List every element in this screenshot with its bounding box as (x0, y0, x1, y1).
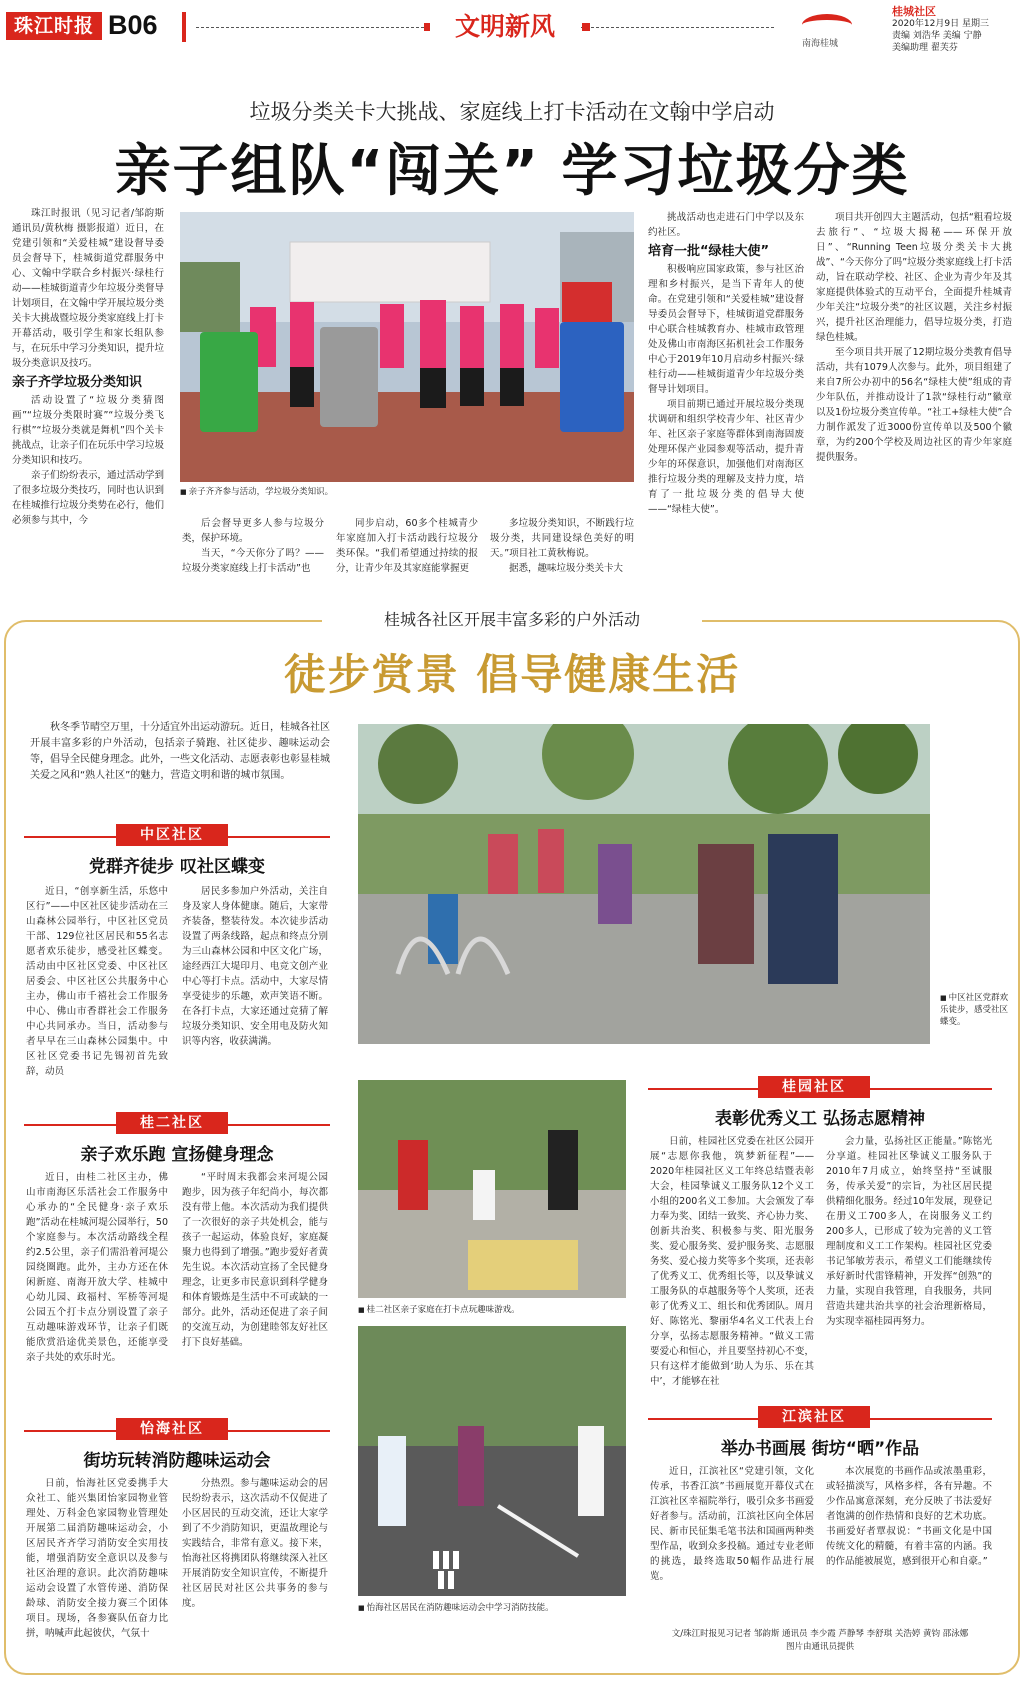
zhongqu-photo (358, 724, 930, 1044)
zhongqu-text: 近日，“创享新生活，乐悠中区行”——中区社区徒步活动在三山森林公园举行，中区社区党员干部、129位社区居民和55名志愿者欢乐徒步，感受社区蝶变。活动由中区社区党委、中区社区居委会、中区社区公共服务中心主办，佛山市千禧社会工作服务中心、佛山市香群社会工作服务中心共同承办。当日，活动参与者早早在三山森林公园集中。中区社区党委书记先锡初首先致辞，动员 (26, 886, 168, 1077)
story1-paragraph: 多垃圾分类知识，不断践行垃圾分类，共同建设绿色美好的明天。”项目社工黄秋梅说。 (490, 518, 634, 559)
zhongqu-text: 居民多参加户外活动，关注自身及家人身体健康。随后，大家带齐装备，整装待发。本次徒步活动设置了两条线路，起点和终点分别为三山森林公园和中区文化广场，途经西江大堤印月、电竞文创产业中心等打卡点。活动中，大家尽情享受徒步的乐趣，欢声笑语不断。在各打卡点，大家还通过竞猜了解垃圾分类知识、安全用电及防火知识等内容，收获满满。 (182, 886, 328, 1047)
story1-paragraph: 项目前期已通过开展垃圾分类现状调研和组织学校青少年、社区青少年、社区亲子家庭等群体到南海固废处理环保产业园参观等活动，提升青少年的环保意识，加强他们对南海区推行垃圾分类的理解及支持力度，培育了一批垃圾分类的倡导大使——“绿桂大使”。 (648, 399, 804, 515)
zhongqu-column-left (26, 884, 168, 1084)
section-dot-right-icon (582, 23, 590, 31)
story1-paragraph: 当天，“今天你分了吗？——垃圾分类家庭线上打卡活动”也 (182, 548, 324, 574)
swoosh-icon (802, 14, 852, 36)
story1-under-col-3 (490, 516, 634, 582)
yihai-photo-caption: ■ 怡海社区居民在消防趣味运动会中学习消防技能。 (358, 1602, 626, 1614)
section-title: 文明新风 (430, 11, 580, 43)
story1-column-1 (12, 206, 164, 576)
story1-lead: 珠江时报讯（见习记者/邹韵斯 通讯员/黄秋梅 摄影报道）近日，在党建引领和“关爱桂城”建设督导委员会督导下，桂城街道党群服务中心、文翰中学联合乡村振兴·绿桂行动——桂城街道青少年垃圾分类督导计划项目，在文翰中学开展垃圾分类关卡大挑战暨垃圾分类家庭线上打卡开幕活动，吸引学生和家长组队参与，在玩乐中学习分类知识，提升垃圾分类意识及技巧。 (12, 208, 164, 369)
masthead-divider (182, 12, 186, 42)
fire-safety-games-illustration (358, 1326, 626, 1596)
yihai-title: 街坊玩转消防趣味运动会 (83, 1451, 271, 1471)
story1-headline: 亲子组队“闯关” 学习垃圾分类 (114, 139, 910, 204)
story1-under-col-2 (336, 516, 478, 582)
jiangbin-text: 本次展览的书画作品或浓墨重彩，或轻描淡写，风格多样，各有异趣。不少作品寓意深刻，充分反映了书法爱好者饱满的创作热情和良好的艺术功底。书画爱好者覃叔说：“书画文化是中国传统文化的精髓，有着丰富的内涵。我的作品能被展览，感到很开心和自豪。” (826, 1466, 992, 1567)
yihai-column-right (182, 1476, 328, 1666)
story1-paragraph: 据悉，趣味垃圾分类关卡大 (509, 563, 624, 574)
story1-paragraph: 项目共开创四大主题活动，包括“粗看垃圾去旅行”、“垃圾大揭秘——环保开放日”、“Running Teen垃圾分类关卡大挑战”、“今天你分了吗”垃圾分类家庭线上打卡活动，旨在联动学校、社区、企业为青少年及其家庭提供体验式的互动平台，全面提升桂城青少年关注“垃圾分类”的社区议题，关注乡村振兴，提升社区治理能力，倡导垃圾分类，打造绿色桂城。 (816, 212, 1012, 343)
story1-paragraph: 至今项目共开展了12期垃圾分类教育倡导活动，共有1079人次参与。此外，项目组建了来自7所公办初中的56名“绿桂大使”组成的青少年队伍，并推动设计了1款“绿桂行动”徽章以及1份垃圾分类宣传单。“社工+绿桂大使”合力制作派发了近3000份宣传单以及500个徽章，为约200个学校及周边社区的青少年家庭提供服务。 (816, 347, 1012, 463)
jiangbin-text: 近日，江滨社区“党建引领，文化传承，书香江滨”书画展览开幕仪式在江滨社区幸福院举行，吸引众多书画爱好者参与。活动前，江滨社区向全体居民、新市民征集毛笔书法和国画两种类型作品，收到众多投稿。通过专业老师的挑选，最终选取50幅作品进行展览。 (650, 1466, 814, 1582)
masthead (0, 0, 1024, 54)
story2-intro: 秋冬季节晴空万里，十分适宜外出运动游玩。近日，桂城各社区开展丰富多彩的户外活动，包括亲子骑跑、社区徒步、趣味运动会等，倡导全民健身理念。此外，一些文化活动、志愿表彰也彰显桂城关爱之风和“熟人社区”的魅力，营造文明和谐的城市氛围。 (30, 722, 330, 781)
parent-child-game-illustration (358, 1080, 626, 1298)
story1-photo (180, 212, 634, 482)
jiangbin-column-left (650, 1464, 814, 1614)
jiangbin-tag: 江滨社区 (758, 1406, 870, 1428)
guier-title: 亲子欢乐跑 宣扬健身理念 (80, 1145, 274, 1165)
story2-byline (650, 1628, 990, 1654)
yihai-text: 日前，怡海社区党委携手大众社工、能兴集团怡家园物业管理处、万科金色家园物业管理处开展第二届消防趣味运动会，小区居民齐齐学习消防安全实用技能，增强消防安全意识以及参与社区治理的意识。此次消防趣味运动会设置了水管传递、消防保龄球、消防安全接力赛三个团体项目。现场，各参赛队伍奋力比拼，呐喊声此起彼伏，气氛十 (26, 1478, 168, 1639)
story1-paragraph: 后会督导更多人参与垃圾分类，保护环境。 (182, 518, 324, 544)
masthead-info (892, 6, 1020, 54)
guiyuan-text: 会力量，弘扬社区正能量。”陈铭光分享道。桂园社区挚诚义工服务队于2010年7月成立，始终坚持“至诚服务，传承关爱”的宗旨，为社区居民提供精细化服务。经过10年发展，现登记在册义工700多人，在岗服务义工约200多人，已形成了较为完善的义工管理制度和义工工作架构。桂园社区党委书记邹敏芳表示，希望义工们能继续传承好新时代雷锋精神，开发挥“创熟”的力量，实现自我管理，自我服务，共同营造共建共治共享的社会治理新格局，为实现幸福桂园再努力。 (826, 1136, 992, 1327)
jiangbin-column-right (826, 1464, 992, 1614)
story1-paragraph: 积极响应国家政策，参与社区治理和乡村振兴，是当下青年人的使命。在党建引领和“关爱桂城”建设督导委员会督导下，桂城街道党群服务中心联合桂城教育办、桂城市政管理处及佛山市南海区拓机社会工作服务中心于2019年10月启动乡村振兴·绿桂行动——桂城街道青少年垃圾分类督导计划项目。 (648, 264, 804, 395)
guiyuan-column-left (650, 1134, 814, 1390)
site-name: 桂城社区 (892, 5, 936, 18)
byline-photos: 图片由通讯员提供 (785, 1642, 854, 1652)
newspaper-logo: 珠江时报 (6, 12, 102, 40)
story1-kicker: 垃圾分类关卡大挑战、家庭线上打卡活动在文翰中学启动 (249, 100, 775, 124)
zhongqu-column-right (182, 884, 328, 1084)
story2-kicker: 桂城各社区开展丰富多彩的户外活动 (322, 608, 702, 632)
page-number: B06 (108, 10, 158, 40)
yihai-tag: 怡海社区 (116, 1418, 228, 1440)
guier-photo (358, 1080, 626, 1298)
brand-label: 南海桂城 (802, 39, 839, 49)
zhongqu-tag: 中区社区 (116, 824, 228, 846)
walking-crowd-illustration (358, 724, 930, 1044)
guier-tag: 桂二社区 (116, 1112, 228, 1134)
story1-column-4 (816, 210, 1012, 582)
story2-headline: 徒步赏景 倡导健康生活 (283, 650, 741, 699)
guiyuan-text: 日前，桂园社区党委在社区公园开展“志愿你我他，筑梦新征程”——2020年桂园社区义工年终总结暨表彰大会，桂园挚诚义工服务队12个义工小组的200名义工参加。大会颁发了奉力奉为奖、团结一致奖、齐心协力奖、创新共治奖、积极参与奖、阳光服务奖、爱心服务奖、爱护服务奖、志愿服务奖、爱心接力奖等多个奖项，还表彰了优秀义工、优秀组长等，以及挚诚义工服务队的卓越服务等个人奖项，还表彰了优秀义工、组长和优秀团队。周月好、陈铭光、黎丽华4名义工代表上台分享，弘扬志愿服务精神。“做义工需要爱心和恒心，并且要坚持初心不变，只有这样才能做到‘助人为乐、乐在其中’，才能够在社 (650, 1136, 814, 1387)
yihai-text: 分热烈。参与趣味运动会的居民纷纷表示，这次活动不仅促进了小区居民的互动交流，还让大家学到了不少消防知识，更温故理论与实践结合，非常有意义。接下来，怡海社区将携团队将继续深入社区开展消防安全知识宣传，不断提升社区居民对社区公共事务的参与度。 (182, 1478, 328, 1609)
story1-paragraph: 挑战活动也走进石门中学以及东约社区。 (648, 212, 804, 238)
story1-under-col-1 (182, 516, 324, 582)
story1-paragraph: 同步启动，60多个桂城青少年家庭加入打卡活动践行垃圾分类环保。“我们希望通过持续的报分，让青少年及其家庭能掌握更 (336, 518, 478, 574)
guier-text: “平时周末我都会来河堤公园跑步，因为孩子年纪尚小，每次都没有带上他。本次活动为我们提供了一次很好的亲子共处机会，能与孩子一起运动，体验良好，家庭凝聚力也得到了增强。”跑步爱好者黄先生说。本次活动宣扬了全民健身理念，让更多市民意识到科学健身和体育锻炼是生活中不可或缺的一部分。此外，活动还促进了亲子间的交流互动，为创建睦邻友好社区打下良好基础。 (182, 1172, 328, 1348)
guier-column-right (182, 1170, 328, 1402)
zhongqu-title: 党群齐徒步 叹社区蝶变 (89, 857, 265, 877)
story1-subhead-2: 培育一批“绿桂大使” (648, 244, 770, 259)
story1-photo-caption: ■ 亲子齐齐参与活动，学垃圾分类知识。 (180, 486, 634, 498)
guiyuan-column-right (826, 1134, 992, 1390)
guier-column-left (26, 1170, 168, 1402)
guier-photo-caption: ■ 桂二社区亲子家庭在打卡点玩趣味游戏。 (358, 1304, 626, 1316)
group-photo-illustration (180, 212, 634, 482)
jiangbin-title: 举办书画展 街坊“晒”作品 (720, 1439, 920, 1459)
brand-logo (802, 8, 888, 48)
story1-paragraph: 活动设置了“垃圾分类猜图画”“垃圾分类限时赛”“垃圾分类飞行棋”“垃圾分类就是舞机”四个关卡挑战点，让亲子们在玩乐中学习垃圾分类知识和技巧。 (12, 395, 164, 466)
story1-subhead-1: 亲子齐学垃圾分类知识 (12, 375, 143, 390)
guiyuan-title: 表彰优秀义工 弘扬志愿精神 (715, 1109, 925, 1129)
yihai-column-left (26, 1476, 168, 1666)
guiyuan-tag: 桂园社区 (758, 1076, 870, 1098)
date-line: 2020年12月9日 星期三 (892, 19, 989, 29)
yihai-photo (358, 1326, 626, 1596)
assist-line: 美编助理 翟芙芬 (892, 43, 958, 53)
editor-line: 责编 刘浩华 美编 宁静 (892, 31, 982, 41)
story1-column-3 (648, 210, 804, 582)
guier-text: 近日，由桂二社区主办，佛山市南海区乐活社会工作服务中心承办的“全民健身·亲子欢乐跑”活动在桂城河堤公园举行，50个家庭参与。本次活动路线全程约2.5公里，亲子们需沿着河堤公园绕圈跑。此外，主办方还在休闲新庭、南海开放大学、桂城中心幼儿园、政福村、军桥等河堤公园五个打卡点分别设置了亲子互动趣味游戏环节，让亲子们既能欣赏沿途优美景色，还能享受亲子共处的欢乐时光。 (26, 1172, 168, 1363)
story1-paragraph: 亲子们纷纷表示，通过活动学到了很多垃圾分类技巧，同时也认识到在桂城推行垃圾分类势在必行，他们必须参与其中，今 (12, 470, 164, 526)
zhongqu-photo-caption: ■ 中区社区党群欢乐徒步，感受社区蝶变。 (940, 992, 1014, 1028)
byline-writers: 文/珠江时报见习记者 邹韵斯 通讯员 李少霞 芦静琴 李舒琪 关浩婷 黄钧 邵泳娜 (671, 1629, 969, 1639)
